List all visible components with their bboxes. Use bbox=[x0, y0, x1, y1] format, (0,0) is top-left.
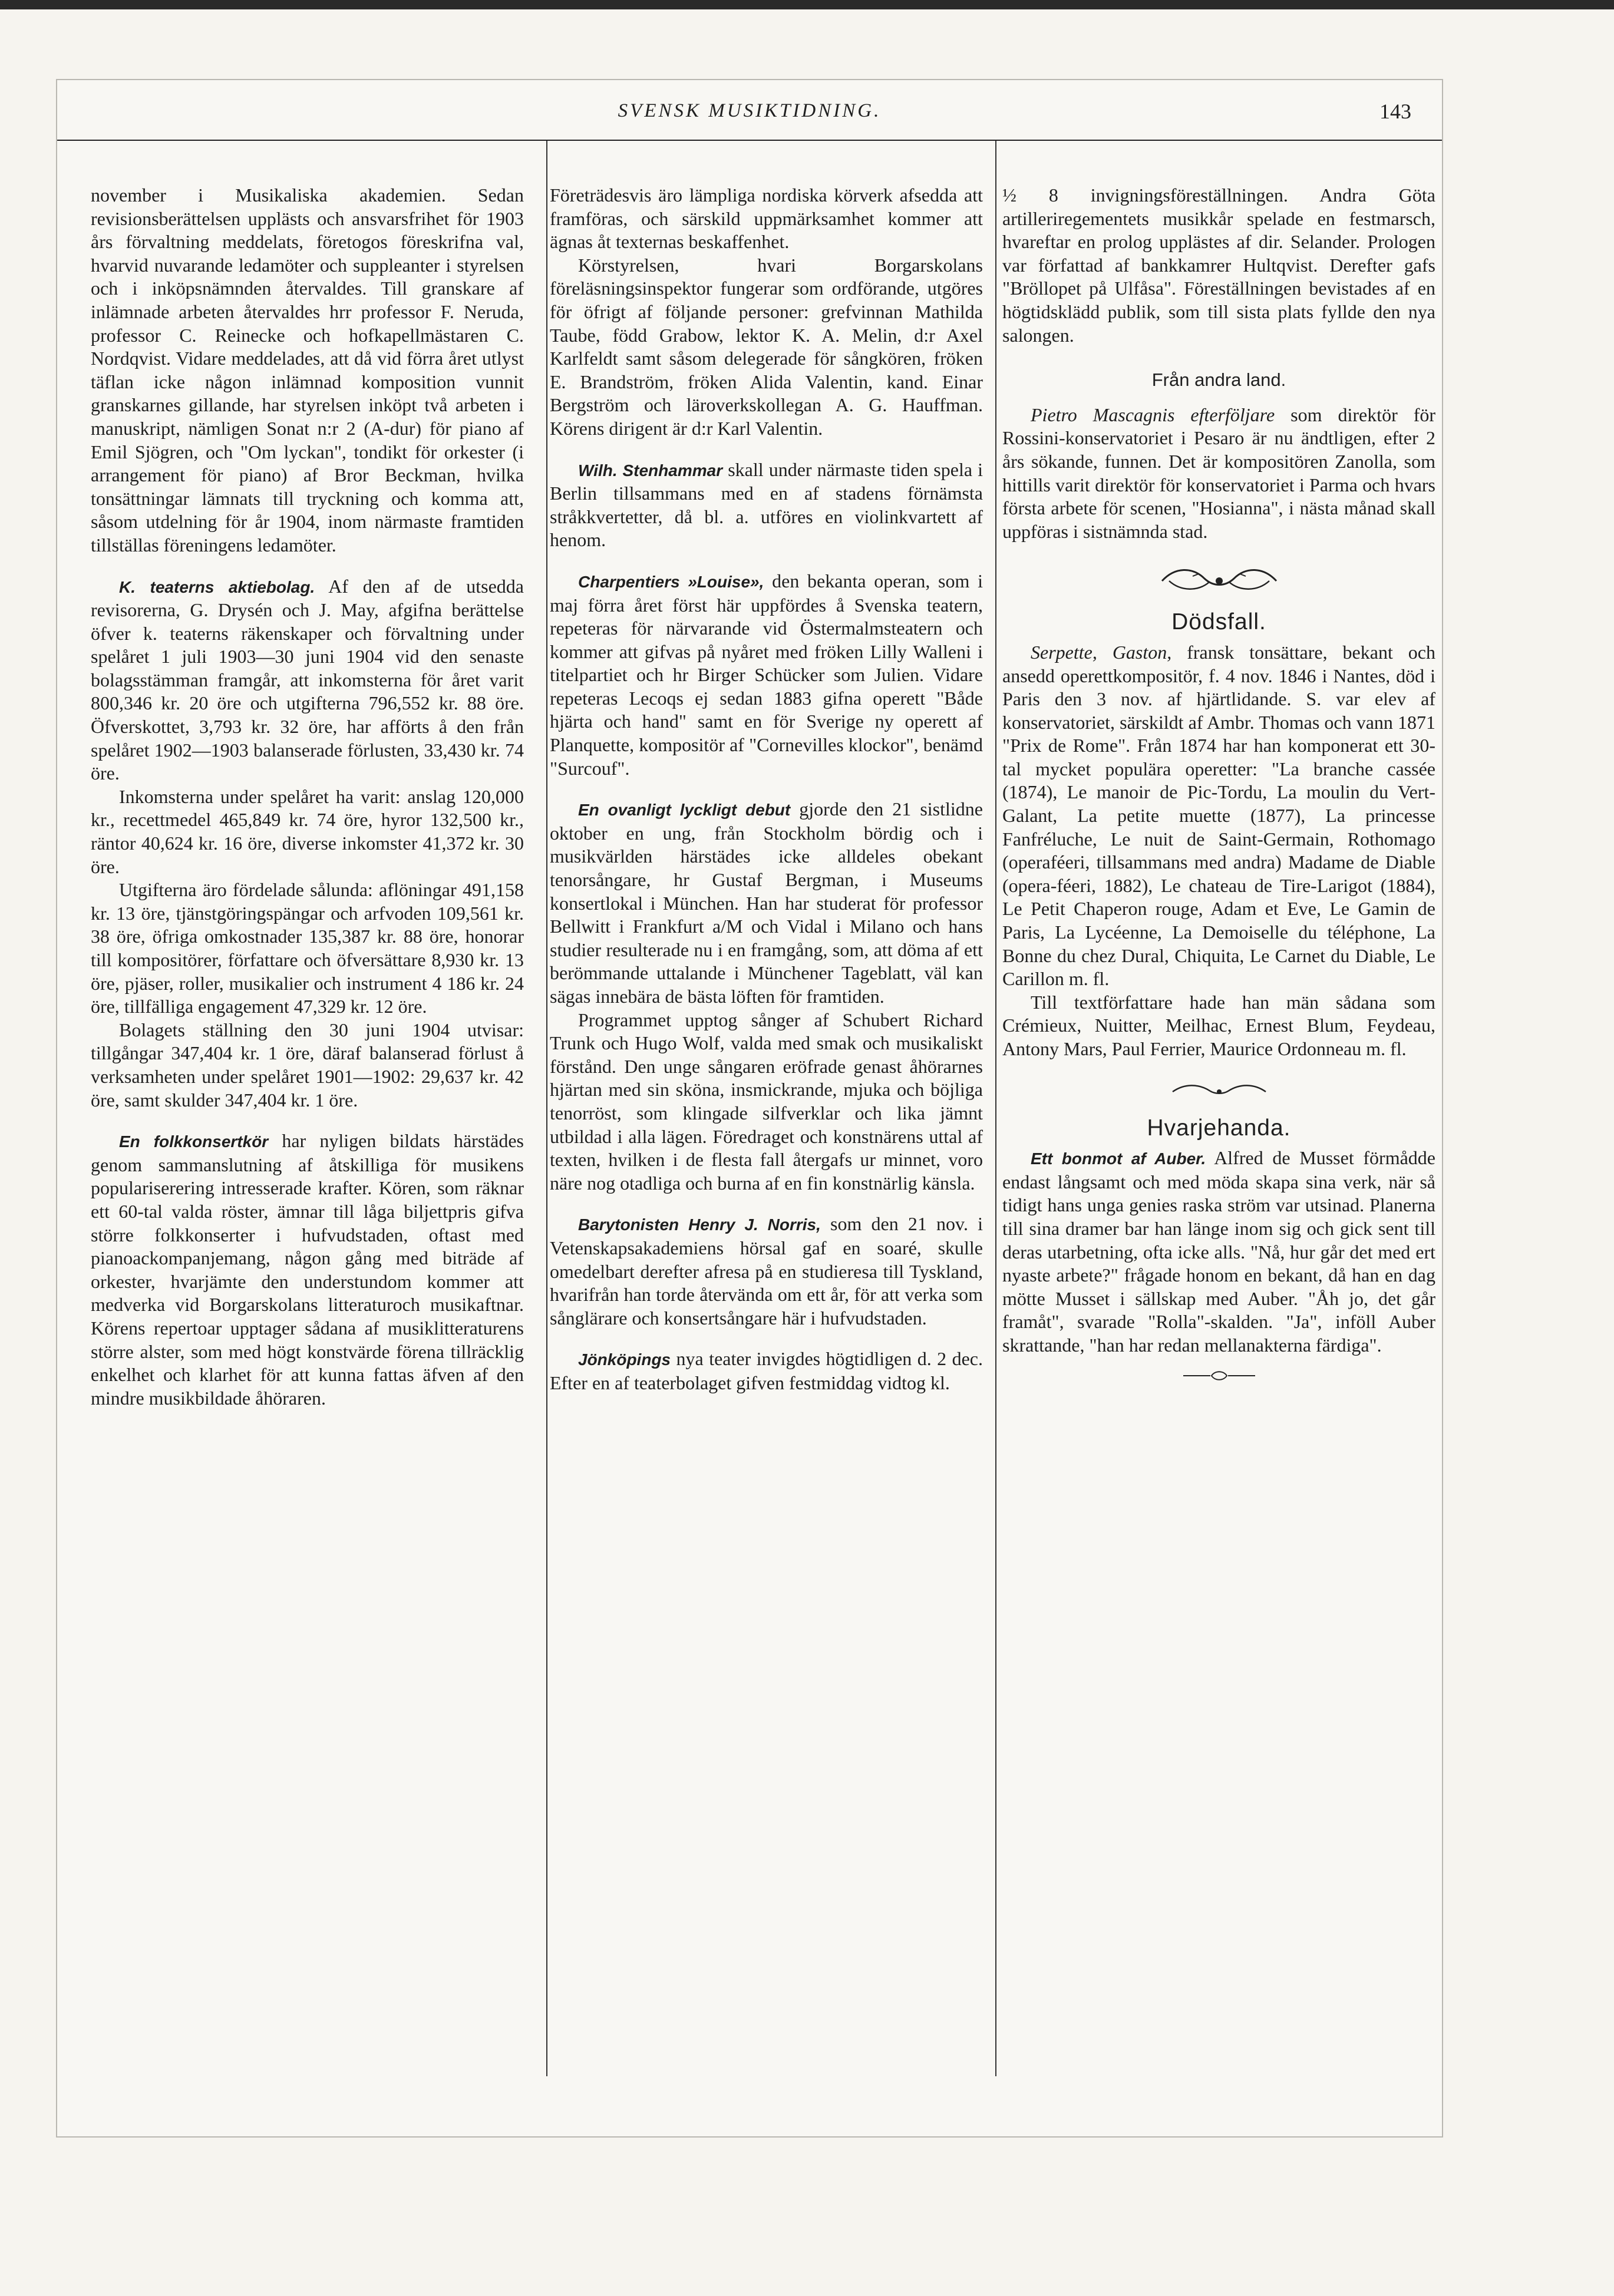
page-header bbox=[57, 100, 1442, 136]
article-paragraph: ½ 8 invigningsföreställningen. Andra Göta artilleriregementets musikkår spelade en festmarsch, hvareftar en prolog upplästes af dir. Selander. Prologen var författad af bankkamrer Hultqvist. Derefter gafs "Bröllopet på Ulfåsa". Föreställningen bevistades af en högtidsklädd publik, som till sista plats fyllde den nya salongen. bbox=[1002, 184, 1435, 346]
article-paragraph bbox=[91, 575, 524, 785]
column-3 bbox=[1002, 184, 1435, 1394]
article-text: har nyligen bildats härstädes genom sammanslutning af åtskilliga för musikens populariserering intresserade krafter. Kören, som räknar ett 60-tal valda röster, ämnar till låga biljettpris gifva större folkkonserter i hufvudstaden, oftast med pianoackompanjemang, någon gång med biträde af orkester, hvarjämte den understundom kommer att medverka vid Borgarskolans litteraturoch musikaftnar. Körens repertoar upptager sådana af musiklitteraturens större alster, som med högt konstvärde förena tillräcklig enkelhet och klarhet för att kunna fattas äfven af den mindre musikbildade åhöraren. bbox=[91, 1130, 524, 1409]
article-paragraph: Inkomsterna under spelåret ha varit: anslag 120,000 kr., recettmedel 465,849 kr. 74 öre, hyror 132,500 kr., räntor 40,624 kr. 16 öre, diverse inkomster 41,372 kr. 30 öre. bbox=[91, 785, 524, 877]
article-paragraph: Till textförfattare hade han män sådana som Crémieux, Nuitter, Meilhac, Ernest Blum, Feydeau, Antony Mars, Paul Ferrier, Maurice Ordonneau m. fl. bbox=[1002, 991, 1435, 1059]
article-paragraph: Körstyrelsen, hvari Borgarskolans föreläsningsinspektor fungerar som ordförande, utgöres för öfrigt af följande personer: grefvinnan Mathilda Taube, född Grabow, lektor K. A. Melin, d:r Axel Karlfeldt samt såsom delegerade för sångkören, fröken E. Brandström, fröken Alida Valentin, kand. Einar Bergström och läroverkskollegan A. G. Hauffman. Körens dirigent är d:r Karl Valentin. bbox=[550, 254, 983, 439]
article-lead: En ovanligt lyckligt debut bbox=[578, 801, 791, 820]
article-text: fransk tonsättare, bekant och ansedd operettkompositör, f. 4 nov. 1846 i Nantes, död i Paris den 3 nov. af hjärtlidande. S. var elev af konservatoriet, särskildt af Ambr. Thomas och vann 1871 "Prix de Rome". Från 1874 har han komponerat ett 30-tal mycket populära operetter: "La branche cassée (1874), Le manoir de Pic-Tordu, La moulin du Vert-Galant, La petite muette (1877), La princesse Fanfréluche, Le nuit de Saint-Germain, Rothomago (operaféeri, tillsammans med andra) Madame de Diable (opera-féeri, 1882), Le chateau de Tire-Larigot (1884), Le Petit Chaperon rouge, Adam et Eve, Le Gamin de Paris, La Lycéenne, La Demoiselle du téléphone, La Bonne du chez Dural, Chiquita, Le Carnet du Diable, Le Carillon m. fl. bbox=[1002, 641, 1435, 990]
article-paragraph bbox=[550, 1347, 983, 1395]
article-lead: En folkkonsertkör bbox=[119, 1132, 269, 1151]
article-lead: Wilh. Stenhammar bbox=[578, 461, 723, 480]
column-2 bbox=[550, 184, 983, 1395]
article-paragraph: Utgifterna äro fördelade sålunda: aflöningar 491,158 kr. 13 öre, tjänstgöringspängar och arfvoden 109,561 kr. 38 öre, öfriga omkostnader 135,387 kr. 88 öre, honorar till kompositörer, författare och öfversättare 8,930 kr. 13 öre, pjäser, roller, musikalier och instrument 4 186 kr. 24 öre, tillfälliga engagement 47,329 kr. 12 öre. bbox=[91, 879, 524, 1017]
article-paragraph bbox=[550, 1213, 983, 1330]
scan-top-edge bbox=[0, 0, 1614, 9]
section-heading-dodsfall: Dödsfall. bbox=[1171, 609, 1266, 635]
article-paragraph bbox=[1002, 1147, 1435, 1357]
article-text: nya teater invigdes högtidligen d. 2 dec. Efter en af teaterbolaget gifven festmiddag vidtog kl. bbox=[550, 1348, 983, 1393]
page-number: 143 bbox=[1379, 100, 1411, 123]
section-heading-hvarjehanda: Hvarjehanda. bbox=[1147, 1115, 1291, 1141]
article-text: som den 21 nov. i Vetenskapsakademiens hörsal gaf en soaré, skulle omedelbart derefter afresa på en studieresa till Tyskland, hvarifrån han torde återvända om ett år, för att verka som sånglärare och konsertsångare här i hufvudstaden. bbox=[550, 1213, 983, 1329]
article-paragraph bbox=[91, 1129, 524, 1410]
article-lead: Charpentiers »Louise», bbox=[578, 572, 764, 591]
article-paragraph bbox=[1002, 641, 1435, 991]
end-ornament-icon bbox=[1181, 1369, 1257, 1382]
article-lead: Jönköpings bbox=[578, 1350, 671, 1369]
article-text: Af den af de utsedda revisorerna, G. Drysén och J. May, afgifna berättelse öfver k. teaterns räkenskaper och förvaltning under spelåret 1 juli 1903—30 juni 1904 vid den senaste bolagsstämman framgår, att inkomsterna för året varit 800,346 kr. 20 öre och utgifterna 796,552 kr. 88 öre. Öfverskottet, 3,793 kr. 32 öre, har afförts å den från spelåret 1902—1903 balanserade förlusten, 33,430 kr. 74 öre. bbox=[91, 575, 524, 784]
article-paragraph bbox=[550, 570, 983, 780]
article-paragraph bbox=[550, 798, 983, 1008]
article-paragraph bbox=[1002, 404, 1435, 544]
ornament-divider-icon bbox=[1157, 563, 1281, 595]
article-text: skall under närmaste tiden spela i Berlin tillsammans med en af stadens förnämsta stråkkvertetter, då bl. a. utföres en violinkvartett af henom. bbox=[550, 458, 983, 551]
small-ornament-icon bbox=[1169, 1081, 1269, 1101]
article-lead: Ett bonmot af Auber. bbox=[1031, 1149, 1206, 1168]
article-text: gjorde den 21 sistlidne oktober en ung, från Stockholm bördig och i musikvärlden härstädes icke alldeles obekant tenorsångare, hr Gustaf Bergman, i Museums konsertlokal i München. Han har studerat för professor Bellwitt i Frankfurt a/M och Vidal i Milano och hans studier resulterade nu i en framgång, som, att döma af ett berömmande uttalande i Münchener Tageblatt, väl kan sägas innebära de bästa löften för framtiden. bbox=[550, 798, 983, 1007]
column-divider-2 bbox=[995, 141, 996, 2076]
article-lead: K. teaterns aktiebolag. bbox=[119, 577, 315, 596]
article-paragraph: Programmet upptog sånger af Schubert Richard Trunk och Hugo Wolf, valda med smak och musikaliskt förstånd. Den unge sångaren eröfrade genast åhörarnes hjärtan med sin sköna, insmickrande, mjuka och böjliga tenorröst, som klingade silfverklar och lika jämnt utbildad i alla lägen. Föredraget och konstnärens uttal af texten, hvilken i de flesta fall återgafs ur minnet, voro näre nog otadliga och burna af en fin konstnärlig känsla. bbox=[550, 1009, 983, 1194]
header-rule bbox=[57, 140, 1442, 141]
article-paragraph: november i Musikaliska akademien. Sedan revisionsberättelsen upplästs och ansvarsfrihet för 1903 års förvaltning meddelats, företogos föreskrifna val, hvarvid nuvarande ledamöter och suppleanter i styrelsen och i inköpsnämnden återvaldes. Till granskare af inlämnade arbeten återvaldes hrr professor F. Neruda, professor C. Reinecke och hofkapellmästaren C. Nordqvist. Vidare meddelades, att då vid förra året utlyst täflan icke någon inlämnad komposition vunnit granskarnes gillande, har styrelsen inköpt två arbeten i manuskript, nämligen Sonat n:r 2 (A-dur) för piano af Emil Sjögren, och "Om lyckan", tondikt för orkester (i arrangement för piano) af Bror Beckman, hvilka tonsättningar lämnats till tryckning och komma att, såsom utdelning för år 1904, inom närmaste framtiden tillställas föreningens ledamöter. bbox=[91, 184, 524, 556]
article-text: som direktör för Rossini-konservatoriet i Pesaro är nu ändtligen, efter 2 års sökande, funnen. Det är kompositören Zanolla, som hittills varit direktör för konservatoriet i Parma och hvars första arbete för scenen, "Hosianna", i nästa månad skall uppföras i sistnämnda stad. bbox=[1002, 404, 1436, 542]
article-lead: Serpette, Gaston, bbox=[1031, 641, 1172, 663]
article-lead: Pietro Mascagnis efterföljare bbox=[1031, 404, 1275, 425]
newspaper-page bbox=[56, 79, 1443, 2138]
column-1 bbox=[91, 184, 524, 1410]
article-text: den bekanta operan, som i maj förra året först här uppfördes å Svenska teatern, repeteras för närvarande vid Östermalmsteatern och kommer att gifvas på nyåret med fröken Lilly Walleni i titelpartiet och hr Birger Schücker som Julien. Vidare repeteras Lecoqs ej sedan 1883 gifna operett "Både hjärta och hand" samt en för Sverige ny operett af Planquette, kompositör af "Cornevilles klockor", benämd "Surcouf". bbox=[550, 570, 983, 779]
article-paragraph: Bolagets ställning den 30 juni 1904 utvisar: tillgångar 347,404 kr. 1 öre, däraf balanserad förlust å verksamheten under spelåret 1901—1902: 29,637 kr. 42 öre, samt skulder 347,404 kr. 1 öre. bbox=[91, 1019, 524, 1111]
article-lead: Barytonisten Henry J. Norris, bbox=[578, 1215, 821, 1234]
article-paragraph bbox=[550, 458, 983, 552]
column-divider-1 bbox=[546, 141, 547, 2076]
article-text: Alfred de Musset förmådde endast långsamt och med möda skapa sina verk, när så tidigt hans unga genies raska ström var utsinad. Planerna till sina dramer bar han länge inom sig och gick sent till deras utarbetning, ofta icke alls. "Nå, hur går det med ert nyaste arbete?" frågade honom en bekant, då han en dag mötte Musset i sällskap med Auber. "Åh jo, det går framåt", svarade "Rolla"-skalden. "Ja", inföll Auber skrattande, "han har redan mellanakterna färdiga". bbox=[1002, 1147, 1435, 1356]
section-heading-fran-andra-land: Från andra land. bbox=[1151, 369, 1286, 391]
running-title: SVENSK MUSIKTIDNING. bbox=[618, 100, 882, 121]
article-paragraph: Företrädesvis äro lämpliga nordiska körverk afsedda att framföras, och särskild uppmärksamhet kommer att ägnas åt texternas beskaffenhet. bbox=[550, 184, 983, 253]
